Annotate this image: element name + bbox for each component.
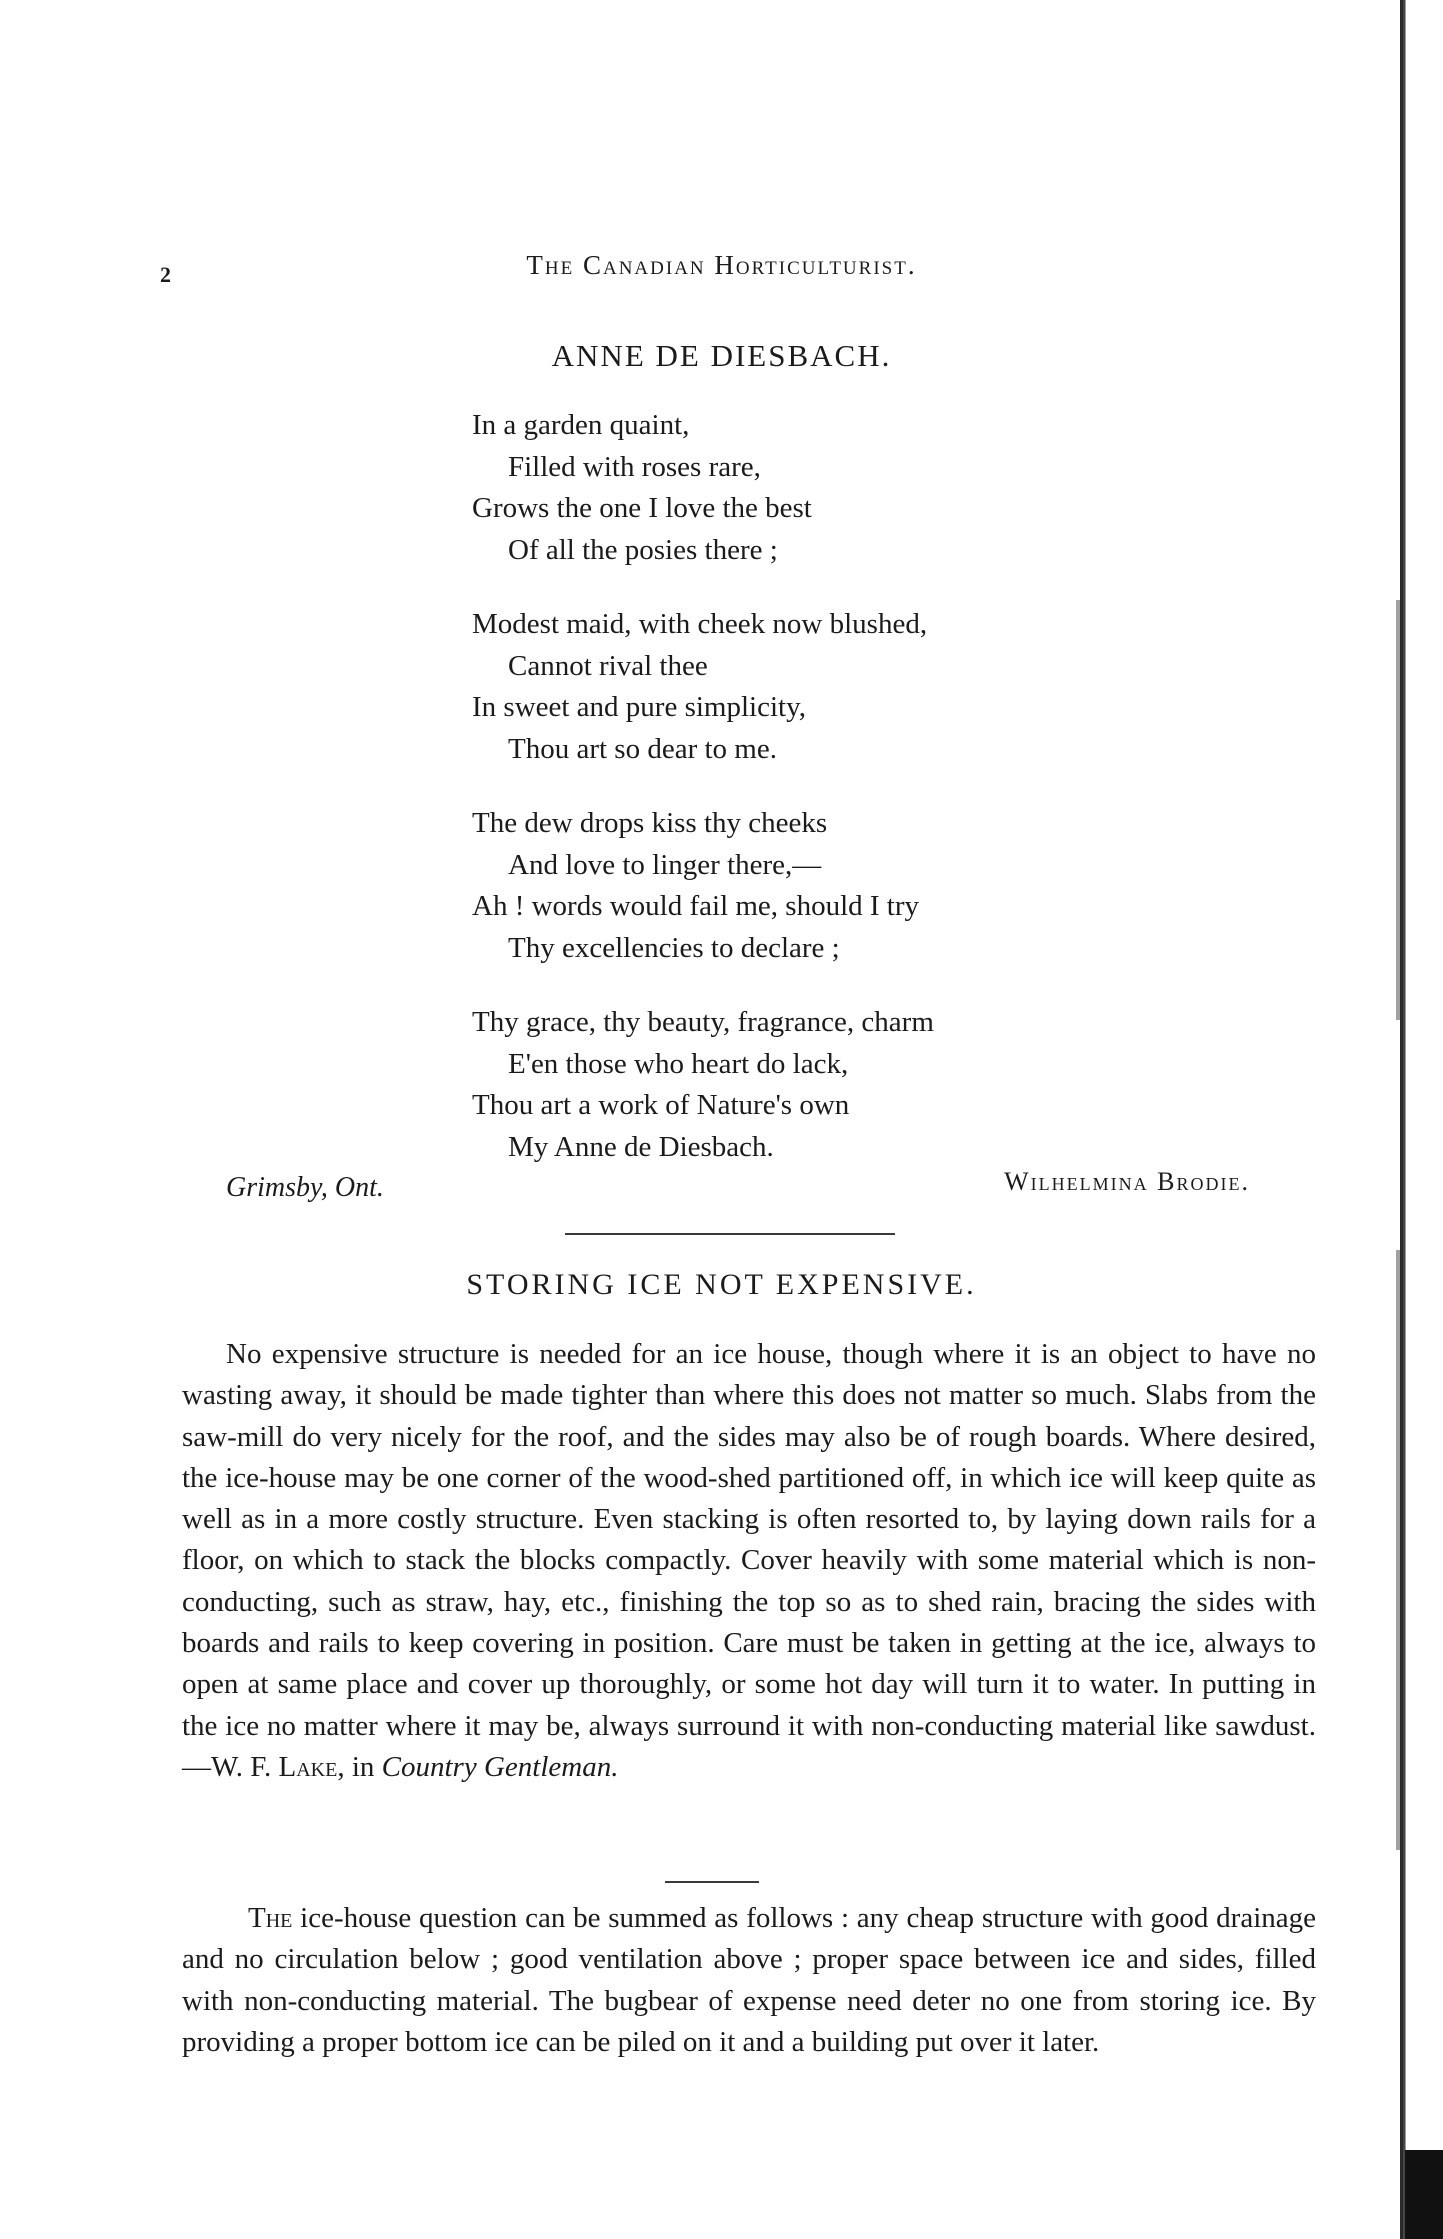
binding-edge-line [1396, 1250, 1400, 1850]
running-head: The Canadian Horticulturist. [526, 250, 917, 280]
poem-line: And love to linger there,— [508, 848, 822, 881]
poem-stanza-4 [472, 1002, 934, 1168]
poem-line: Filled with roses rare, [508, 450, 761, 483]
poem-line: Grows the one I love the best [472, 492, 812, 524]
poem-line: Thou art so dear to me. [508, 732, 777, 765]
citation-source: Country Gentleman. [381, 1750, 619, 1783]
binding-edge-shadow [1405, 2150, 1443, 2239]
poem-line: Cannot rival thee [508, 649, 708, 682]
poem-line: Ah ! words would fail me, should I try [472, 890, 920, 922]
paragraph-divider [665, 1881, 759, 1883]
citation-dash: — [182, 1750, 211, 1783]
poem-line: In a garden quaint, [472, 409, 690, 441]
page-number: 2 [160, 262, 171, 287]
poem-line: My Anne de Diesbach. [508, 1130, 774, 1163]
citation-author: W. F. Lake [211, 1750, 338, 1783]
poem-line: Thou art a work of Nature's own [472, 1089, 850, 1121]
poem-stanza-1 [472, 405, 934, 571]
article-paragraph-2-text: ice-house question can be summed as follows : any cheap structure with good drainage and no circulation below ; good ventilation above ; proper space between ice and sides, filled with non-conducting material. The bugbear of expense need deter no one from storing ice. By providing a proper bottom ice can be piled on it and a building put over it later. [182, 1902, 1316, 2058]
poem-line: The dew drops kiss thy cheeks [472, 807, 828, 839]
poem-line: E'en those who heart do lack, [508, 1047, 849, 1080]
poem-line: Thy grace, thy beauty, fragrance, charm [472, 1006, 934, 1038]
poem-author: Wilhelmina Brodie. [1004, 1167, 1250, 1196]
poem-line: In sweet and pure simplicity, [472, 691, 806, 723]
citation-in: , in [337, 1750, 382, 1783]
article-paragraph-1-text: No expensive structure is needed for an ice house, though where it is an object to have no wasting away, it should be made tighter than where this does not matter so much. Slabs from the saw-mill do very nicely for the roof, and the sides may also be of rough boards. Where desired, the ice-house may be one corner of the wood-shed partitioned off, in which ice will keep quite as well as in a more costly structure. Even stacking is often resorted to, by laying down rails for a floor, on which to stack the blocks compactly. Cover heavily with some material which is non-conducting, such as straw, hay, etc., finishing the top so as to shed rain, bracing the sides with boards and rails to keep covering in position. Care must be taken in getting at the ice, always to open at same place and cover up thoroughly, or some hot day will turn it to water. In putting in the ice no matter where it may be, always surround it with non-conducting material like sawdust. [182, 1338, 1316, 1742]
poem-stanza-3 [472, 803, 934, 969]
poem-place: Grimsby, Ont. [226, 1172, 384, 1203]
binding-edge-line [1403, 0, 1406, 2239]
binding-edge [1372, 0, 1443, 2239]
article-paragraph-1 [182, 1334, 1316, 1788]
article-title: STORING ICE NOT EXPENSIVE. [466, 1268, 977, 1301]
binding-edge-line [1396, 600, 1400, 1020]
poem-stanza-2 [472, 604, 934, 770]
poem-line: Thy excellencies to declare ; [508, 931, 840, 964]
paragraph-2-lead: The [248, 1902, 293, 1934]
poem-line: Modest maid, with cheek now blushed, [472, 608, 928, 640]
poem-title: ANNE DE DIESBACH. [551, 338, 892, 373]
poem-line: Of all the posies there ; [508, 533, 778, 566]
poem-body [472, 405, 934, 1201]
section-divider [565, 1233, 895, 1235]
article-paragraph-2 [182, 1898, 1316, 2063]
